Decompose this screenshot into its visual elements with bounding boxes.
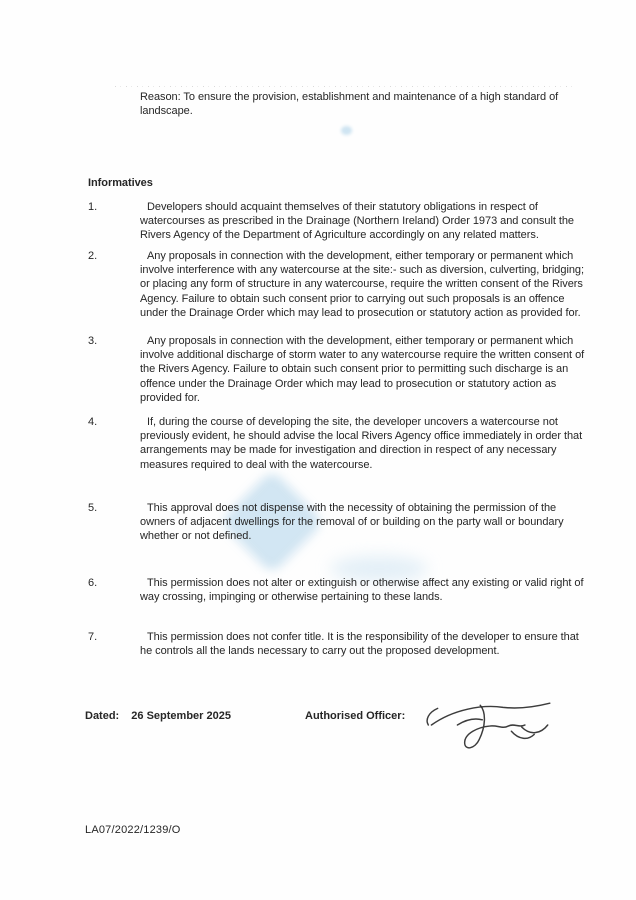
reason-text: Reason: To ensure the provision, establishment and maintenance of a high standard of landscape. <box>140 91 559 118</box>
item-number: 2. <box>88 250 98 262</box>
item-text: Developers should acquaint themselves of their statutory obligations in respect of watercourses as prescribed in the Drainage (Northern Ireland) Order 1973 and consult the Rivers Agency of the Department of Agriculture accordingly on any related matters. <box>140 201 575 242</box>
item-number: 6. <box>88 577 98 589</box>
watermark-dot <box>341 126 352 135</box>
informatives-heading: Informatives <box>88 177 153 189</box>
officer-signature-icon <box>420 690 555 760</box>
dated-label: Dated: <box>85 710 120 722</box>
informative-item-5 <box>88 501 594 544</box>
item-number: 1. <box>88 201 98 213</box>
informative-item-3 <box>88 334 594 405</box>
reference-number: LA07/2022/1239/O <box>85 824 181 836</box>
item-text: This approval does not dispense with the necessity of obtaining the permission of the owners of adjacent dwellings for the removal of or building on the party wall or boundary whether or not defined. <box>140 502 564 543</box>
item-text: This permission does not alter or extinguish or otherwise affect any existing or valid right of way crossing, impinging or otherwise pertaining to these lands. <box>140 577 584 604</box>
informative-item-1 <box>88 200 594 243</box>
authorised-officer-label: Authorised Officer: <box>305 710 406 722</box>
item-number: 3. <box>88 335 98 347</box>
item-number: 7. <box>88 631 98 643</box>
informative-item-7 <box>88 630 594 658</box>
dated-value: 26 September 2025 <box>131 710 231 722</box>
item-text: Any proposals in connection with the development, either temporary or permanent which involve interference with any watercourse at the site:- such as diversion, culverting, bridging; or placing any form of structure in any watercourse, require the written consent of the Rivers Agency. Failure to obtain such consent prior to carrying out such proposals is an offence under the Drainage Order which may lead to prosecution or statutory action as provided for. <box>140 250 584 319</box>
item-number: 5. <box>88 502 98 514</box>
informative-item-2 <box>88 249 594 320</box>
informative-item-4 <box>88 415 594 472</box>
dated-row <box>85 710 406 722</box>
informative-item-6 <box>88 576 594 604</box>
item-text: If, during the course of developing the site, the developer uncovers a watercourse not previously evident, he should advise the local Rivers Agency office immediately in order that arrangements may be made for investigation and direction in respect of any necessary measures required to deal with the watercourse. <box>140 416 583 471</box>
item-number: 4. <box>88 416 98 428</box>
item-text: Any proposals in connection with the development, either temporary or permanent which involve additional discharge of storm water to any watercourse require the written consent of the Rivers Agency. Failure to obtain such consent prior to permitting such discharge is an offence under the Drainage Order which may lead to prosecution or statutory action as provided for. <box>140 335 585 404</box>
item-text: This permission does not confer title. It is the responsibility of the developer to ensure that he controls all the lands necessary to carry out the proposed development. <box>140 631 579 658</box>
scan-artifact-line <box>115 86 577 87</box>
